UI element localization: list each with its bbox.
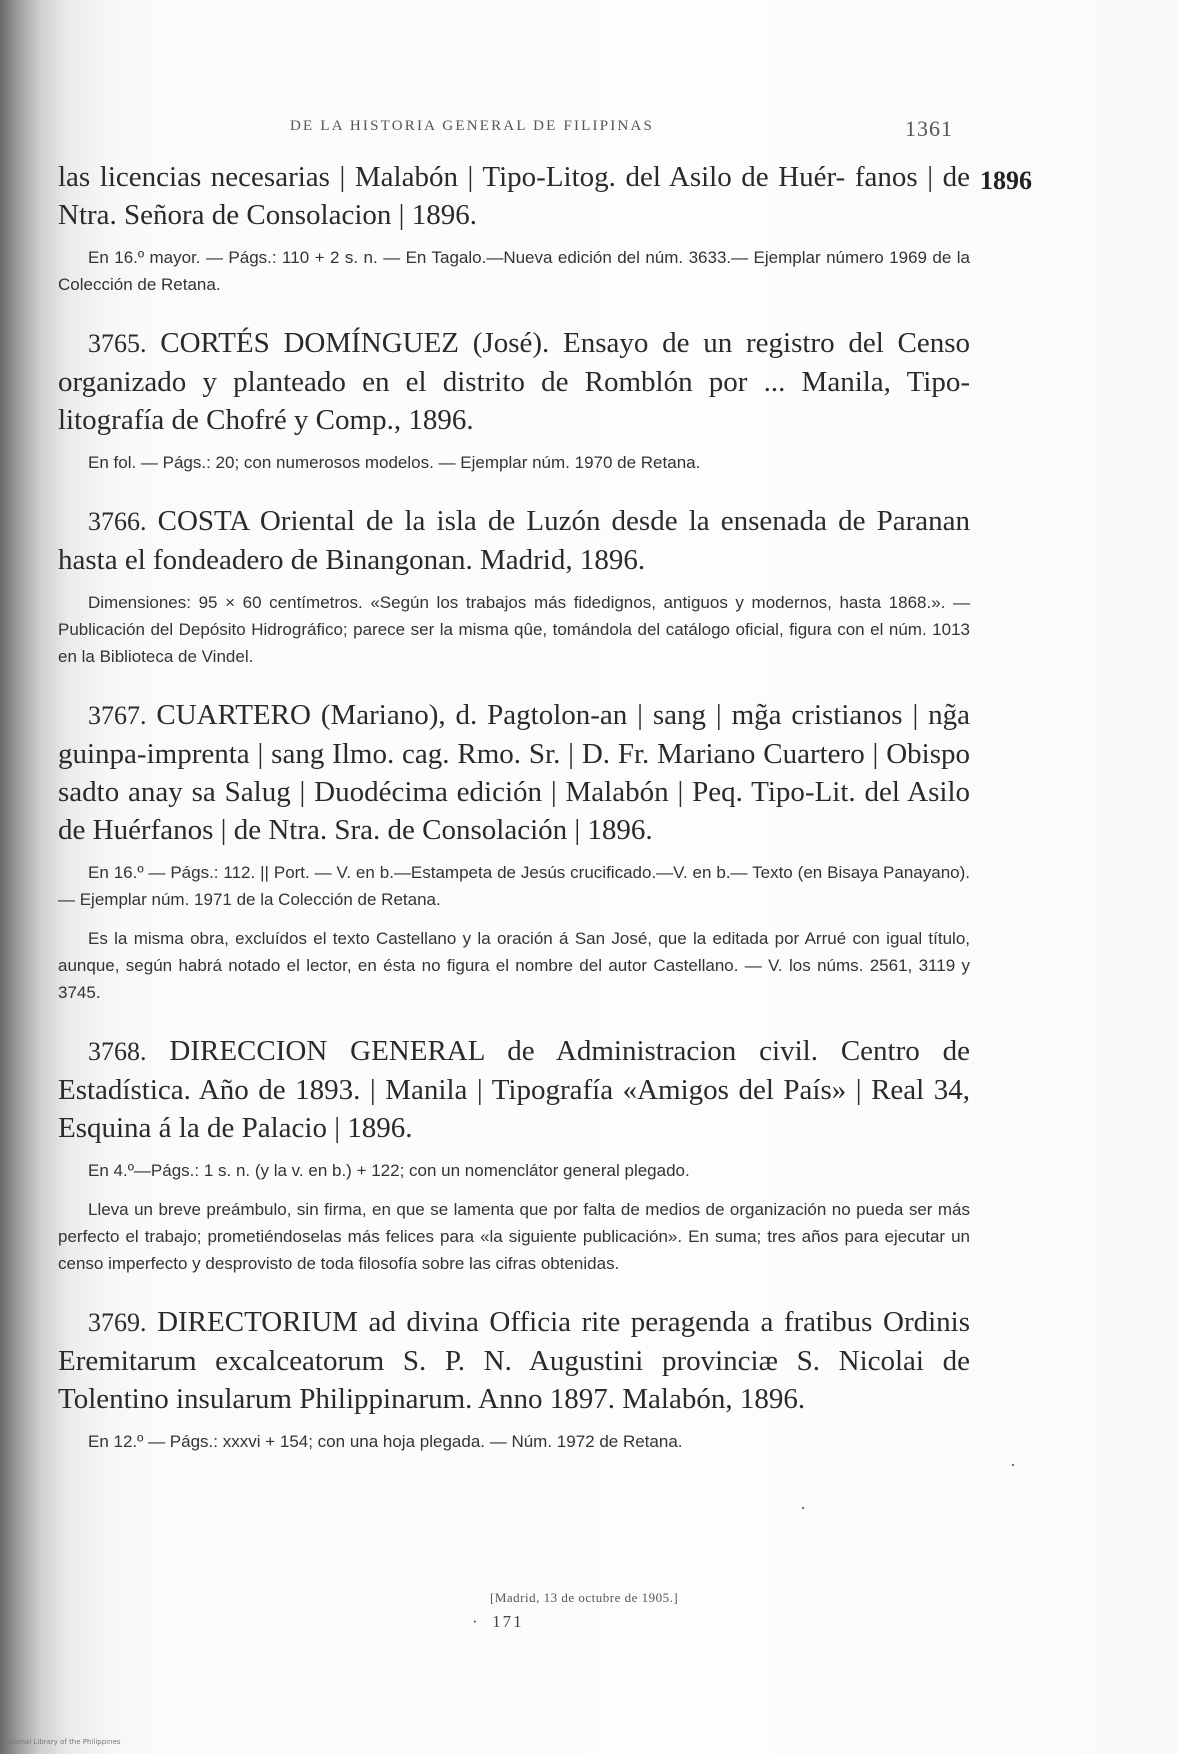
margin-year: 1896: [980, 166, 1032, 195]
entry-text: CUARTERO (Mariano), d. Pagtolon-an | sang | mg̃a cristianos | ng̃a guinpa-imprenta | sang Ilmo. cag. Rmo. Sr. | D. Fr. Mariano Cuartero | Obispo sadto anay sa Salug | Duodécima edición | Malabón | Peq. Tipo-Lit. del Asilo de Huérfanos | de Ntra. Sra. de Consolación | 1896.: [58, 699, 971, 846]
continued-entry: [58, 158, 970, 298]
entry-note: Lleva un breve preámbulo, sin firma, en que se lamenta que por falta de medios de organización no pueda ser más perfecto el trabajo; prometiéndoselas más felices para «la siguiente publicación». En suma; tres años para ejecutar un censo imperfecto y desprovisto de toda filosofía sobre las cifras obtenidas.: [58, 1200, 970, 1273]
footer-date: [Madrid, 13 de octubre de 1905.]: [490, 1590, 679, 1605]
entry-note: Es la misma obra, excluídos el texto Castellano y la oración á San José, que la editada por Arrué con igual título, aunque, según habrá notado el lector, en ésta no figura el nombre del autor Castellano. — V. los núms. 2561, 3119 y 3745.: [58, 929, 970, 1002]
entry-3768: [58, 1032, 970, 1277]
entry-number: 3766.: [88, 507, 147, 536]
entry-number: 3765.: [88, 329, 147, 358]
entry-3767: [58, 696, 970, 1006]
entry-note: En fol. — Págs.: 20; con numerosos modelos. — Ejemplar núm. 1970 de Retana.: [88, 453, 701, 472]
entry-3769: [58, 1303, 970, 1455]
entry-title: las licencias necesarias | Malabón | Tipo-Litog. del Asilo de Huér- fanos | de Ntra. Señora de Consolacion | 1896.: [58, 161, 970, 231]
speck-mark: ·: [1010, 1455, 1016, 1475]
entry-title: [58, 502, 970, 579]
entry-title: [58, 696, 970, 849]
entry-note: En 12.º — Págs.: xxxvi + 154; con una hoja plegada. — Núm. 1972 de Retana.: [88, 1432, 683, 1451]
entry-3766: [58, 502, 970, 670]
entry-note: Dimensiones: 95 × 60 centímetros. «Según los trabajos más fidedignos, antiguos y modernos, hasta 1868.». — Publicación del Depósito Hidrográfico; parece ser la misma qûe, tomándola del catálogo oficial, figura con el núm. 1013 en la Biblioteca de Vindel.: [58, 593, 970, 666]
entry-title: [58, 324, 970, 439]
scan-credit: National Library of the Philippines: [2, 1738, 121, 1746]
speck-mark: ·: [800, 1498, 806, 1518]
bibliography-content: [58, 158, 970, 1455]
running-head: DE LA HISTORIA GENERAL DE FILIPINAS: [290, 118, 655, 134]
entry-text: CORTÉS DOMÍNGUEZ (José). Ensayo de un registro del Censo organizado y planteado en el distrito de Romblón por ... Manila, Tipo-litografía de Chofré y Comp., 1896.: [58, 327, 971, 436]
entry-title: [58, 1303, 970, 1418]
page-number: 1361: [905, 116, 953, 141]
entry-text: COSTA Oriental de la isla de Luzón desde la ensenada de Paranan hasta el fondeadero de Binangonan. Madrid, 1896.: [58, 505, 970, 576]
signature-number: 171: [492, 1612, 524, 1631]
entry-text: DIRECCION GENERAL de Administracion civil. Centro de Estadística. Año de 1893. | Manila | Tipografía «Amigos del País» | Real 34, Esquina á la de Palacio | 1896.: [58, 1035, 971, 1144]
entry-number: 3768.: [88, 1037, 147, 1066]
entry-number: 3767.: [88, 701, 147, 730]
entry-3765: [58, 324, 970, 476]
entry-note: En 16.º — Págs.: 112. || Port. — V. en b.—Estampeta de Jesús crucificado.—V. en b.— Texto (en Bisaya Panayano). — Ejemplar núm. 1971 de la Colección de Retana.: [58, 863, 970, 909]
entry-title: [58, 1032, 970, 1147]
entry-note: En 4.º—Págs.: 1 s. n. (y la v. en b.) + 122; con un nomenclátor general plegado.: [88, 1161, 690, 1180]
entry-note: En 16.º mayor. — Págs.: 110 + 2 s. n. — En Tagalo.—Nueva edición del núm. 3633.— Ejemplar número 1969 de la Colección de Retana.: [58, 248, 970, 294]
entry-text: DIRECTORIUM ad divina Officia rite peragenda a fratibus Ordinis Eremitarum excalceatorum S. P. N. Augustini provinciæ S. Nicolai de Tolentino insularum Philippinarum. Anno 1897. Malabón, 1896.: [58, 1306, 971, 1415]
entry-number: 3769.: [88, 1308, 147, 1337]
signature-mark: · 171: [472, 1612, 524, 1631]
